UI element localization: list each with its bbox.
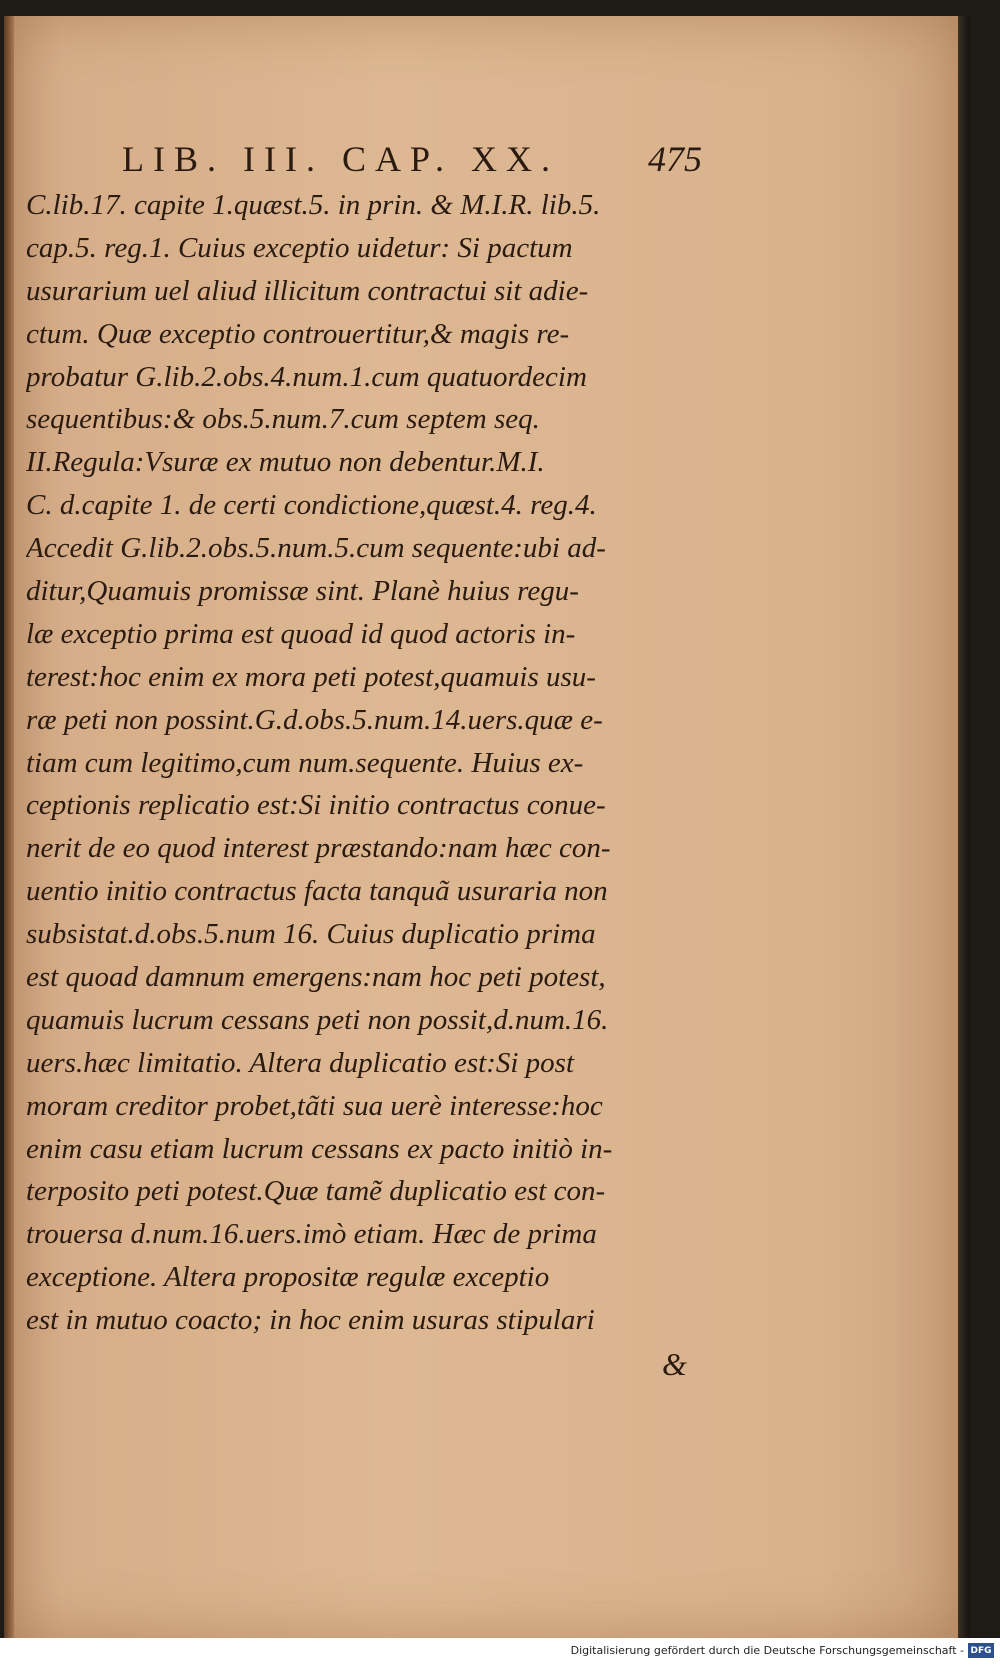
text-line: uers.hæc limitatio. Altera duplicatio est:Si post (26, 1046, 575, 1079)
text-line: est in mutuo coacto; in hoc enim usuras stipulari (26, 1304, 595, 1337)
page-gutter-shadow (4, 16, 14, 1638)
digitization-footer (0, 1638, 1000, 1666)
page-edge (958, 16, 970, 1638)
text-line: trouersa d.num.16.uers.imò etiam. Hæc de prima (26, 1218, 597, 1251)
running-head: LIB. III. CAP. XX. (122, 139, 559, 179)
text-line: quamuis lucrum cessans peti non possit,d.num.16. (26, 1003, 609, 1036)
text-line: ditur,Quamuis promissæ sint. Planè huius regu- (26, 575, 579, 608)
text-line: Accedit G.lib.2.obs.5.num.5.cum sequente:ubi ad- (26, 532, 606, 565)
text-line: C. d.capite 1. de certi condictione,quæst.4. reg.4. (26, 489, 597, 522)
text-line: usurarium uel aliud illicitum contractui sit adie- (26, 274, 589, 307)
text-line: læ exceptio prima est quoad id quod actoris in- (26, 617, 576, 650)
funding-credit: Digitalisierung gefördert durch die Deutsche Forschungsgemeinschaft - (570, 1644, 964, 1657)
text-line: C.lib.17. capite 1.quæst.5. in prin. & M.I.R. lib.5. (26, 189, 601, 221)
text-line: tiam cum legitimo,cum num.sequente. Huius ex- (26, 746, 584, 779)
text-line: sequentibus:& obs.5.num.7.cum septem seq. (26, 403, 540, 436)
text-line: uentio initio contractus facta tanquã usuraria non (26, 875, 608, 908)
body-text (26, 184, 706, 1342)
catchword: & (662, 1346, 687, 1382)
dfg-logo-icon: DFG (968, 1643, 994, 1658)
text-line: ræ peti non possint.G.d.obs.5.num.14.uers.quæ e- (26, 703, 603, 736)
page-header (122, 138, 702, 182)
text-line: exceptione. Altera propositæ regulæ exceptio (26, 1261, 550, 1294)
text-line: nerit de eo quod interest præstando:nam hæc con- (26, 832, 611, 865)
text-line: est quoad damnum emergens:nam hoc peti potest, (26, 961, 606, 994)
text-line: enim casu etiam lucrum cessans ex pacto initiò in- (26, 1132, 613, 1165)
text-line: terest:hoc enim ex mora peti potest,quamuis usu- (26, 660, 596, 693)
text-line: II.Regula:Vsuræ ex mutuo non debentur.M.I. (26, 446, 545, 479)
text-line: cap.5. reg.1. Cuius exceptio uidetur: Si pactum (26, 231, 573, 264)
text-line: terposito peti potest.Quæ tamẽ duplicatio est con- (26, 1175, 606, 1208)
text-line: ceptionis replicatio est:Si initio contractus conue- (26, 789, 606, 822)
page-number: 475 (648, 139, 702, 179)
text-line: subsistat.d.obs.5.num 16. Cuius duplicatio prima (26, 918, 596, 951)
book-page (4, 16, 970, 1638)
text-line: moram creditor probet,tãti sua uerè interesse:hoc (26, 1089, 603, 1122)
text-line: ctum. Quæ exceptio controuertitur,& magis re- (26, 317, 570, 350)
text-line: probatur G.lib.2.obs.4.num.1.cum quatuordecim (26, 360, 587, 393)
